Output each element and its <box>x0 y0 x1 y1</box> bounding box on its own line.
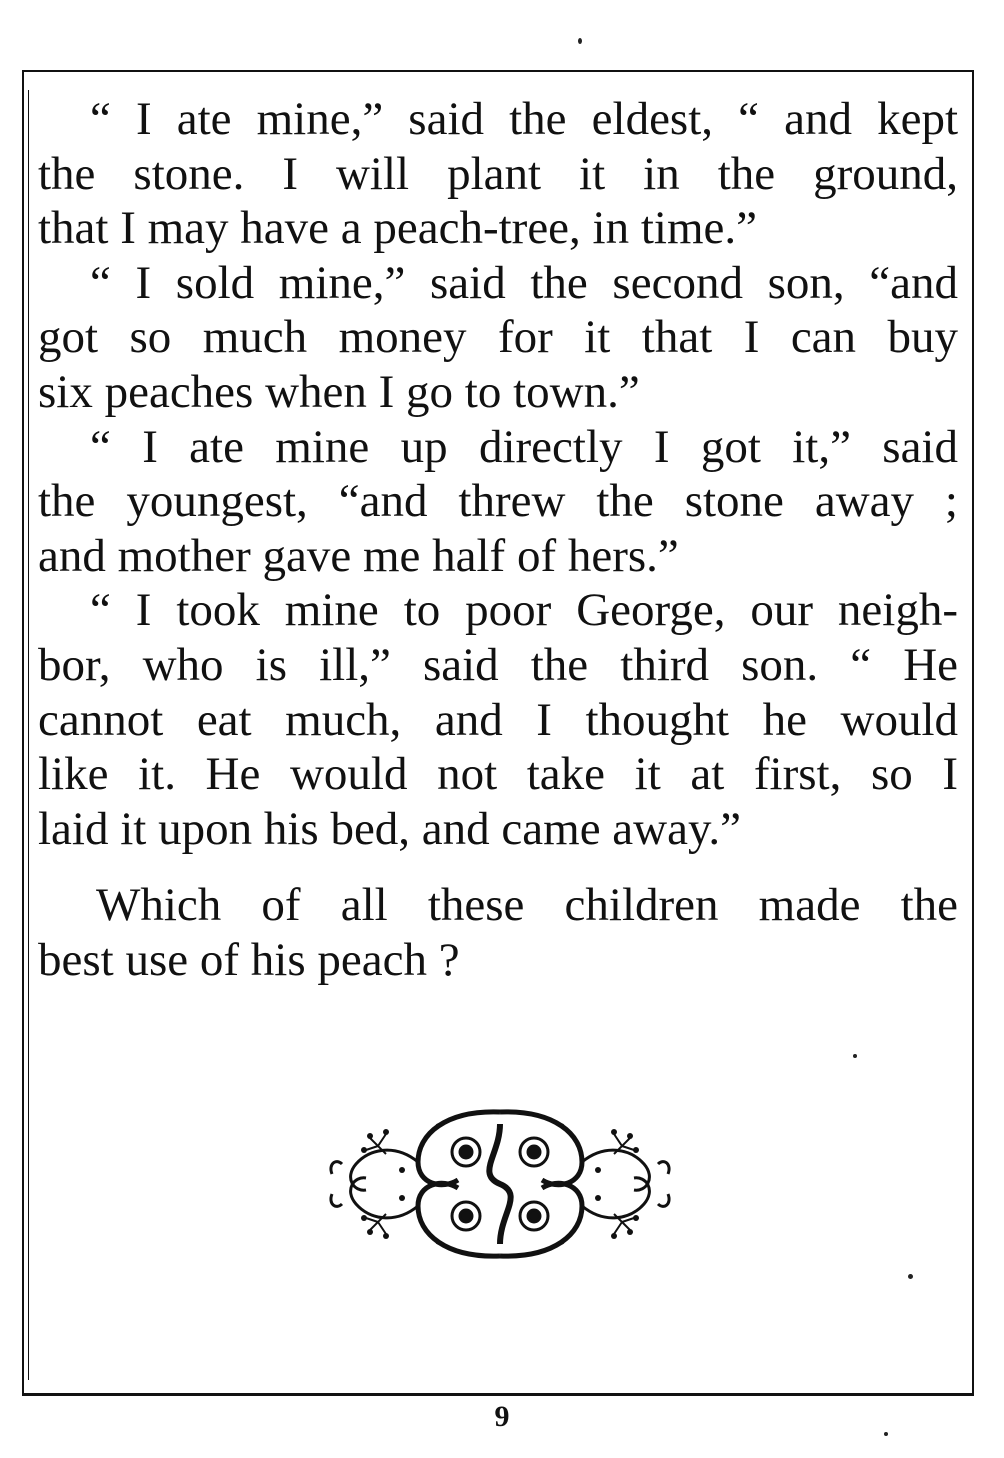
text-line: that I may have a peach-tree, in time.” <box>38 202 757 255</box>
paragraph-2 <box>38 256 958 420</box>
print-speck <box>578 38 582 44</box>
page-number: 9 <box>494 1400 510 1433</box>
text-line: bor, who is ill,” said the third son. “ He <box>38 638 958 691</box>
paragraph-5 <box>38 878 958 987</box>
paragraph-4 <box>38 583 958 856</box>
text-line: cannot eat much, and I thought he would <box>38 693 958 746</box>
text-line: “ I sold mine,” said the second son, “and <box>90 256 958 309</box>
text-line: got so much money for it that I can buy <box>38 311 958 364</box>
page-border-inner-line <box>28 90 29 1380</box>
text-line: “ I ate mine,” said the eldest, “ and kept <box>90 93 958 145</box>
print-speck <box>908 1274 913 1279</box>
print-speck <box>853 1054 857 1058</box>
print-speck <box>884 1432 888 1436</box>
page-text <box>38 92 958 988</box>
text-line: the stone. I will plant it in the ground, <box>38 147 958 200</box>
text-line: the youngest, “and threw the stone away ; <box>38 475 958 528</box>
text-line: “ I took mine to poor George, our neigh- <box>90 584 958 637</box>
paragraph-3 <box>38 420 958 584</box>
text-line: six peaches when I go to town.” <box>38 365 640 418</box>
text-line: like it. He would not take it at first, so I <box>38 748 958 801</box>
text-line: Which of all these children made the <box>96 879 958 932</box>
text-line: and mother gave me half of hers.” <box>38 529 679 582</box>
floral-ornament-icon <box>326 1104 674 1264</box>
text-line: laid it upon his bed, and came away.” <box>38 802 742 855</box>
text-line: “ I ate mine up directly I got it,” said <box>90 420 958 473</box>
text-line: best use of his peach ? <box>38 933 460 986</box>
paragraph-1 <box>38 92 958 256</box>
